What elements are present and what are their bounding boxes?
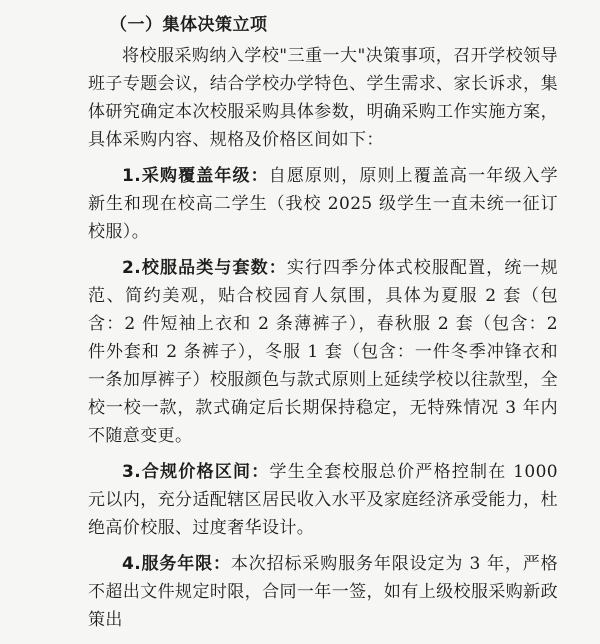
item-price-range-paragraph <box>88 458 558 542</box>
item-coverage-paragraph <box>88 162 558 246</box>
item-service-term-text: 本次招标采购服务年限设定为 3 年，严格不超出文件规定时限，合同一年一签，如有上级校服采购新政策出 <box>88 554 559 630</box>
item-price-range-text: 学生全套校服总价严格控制在 1000 元以内，充分适配辖区居民收入水平及家庭经济承受能力，杜绝高价校服、过度奢华设计。 <box>88 462 559 538</box>
item-coverage-text: 自愿原则，原则上覆盖高一年级入学新生和现在校高二学生（我校 2025 级学生一直未统一征订校服）。 <box>88 166 558 242</box>
item-uniform-types-text: 实行四季分体式校服配置，统一规范、简约美观，贴合校园育人氛围，具体为夏服 2 套（包含：2 件短袖上衣和 2 条薄裤子），春秋服 2 套（包含：2 件外套和 2 条裤子），冬服 1 套（包含：一件冬季冲锋衣和一条加厚裤子）校服颜色与款式原则上延续学校以往款型，全校一校一款，款式确定后长期保持稳定，无特殊情况 3 年内不随意变更。 <box>88 258 558 446</box>
item-service-term-title: 4.服务年限： <box>122 554 231 574</box>
document-body <box>88 8 558 634</box>
section-heading: （一）集体决策立项 <box>110 15 268 35</box>
intro-paragraph: 将校服采购纳入学校"三重一大"决策事项，召开学校领导班子专题会议，结合学校办学特色、学生需求、家长诉求，集体研究确定本次校服采购具体参数，明确采购工作实施方案，具体采购内容、规格及价格区间如下： <box>88 46 558 150</box>
item-service-term-paragraph <box>88 550 558 634</box>
item-price-range-title: 3.合规价格区间： <box>122 462 270 482</box>
item-coverage-title: 1.采购覆盖年级： <box>122 166 269 186</box>
item-uniform-types-paragraph <box>88 254 558 450</box>
item-uniform-types-title: 2.校服品类与套数： <box>122 258 287 278</box>
